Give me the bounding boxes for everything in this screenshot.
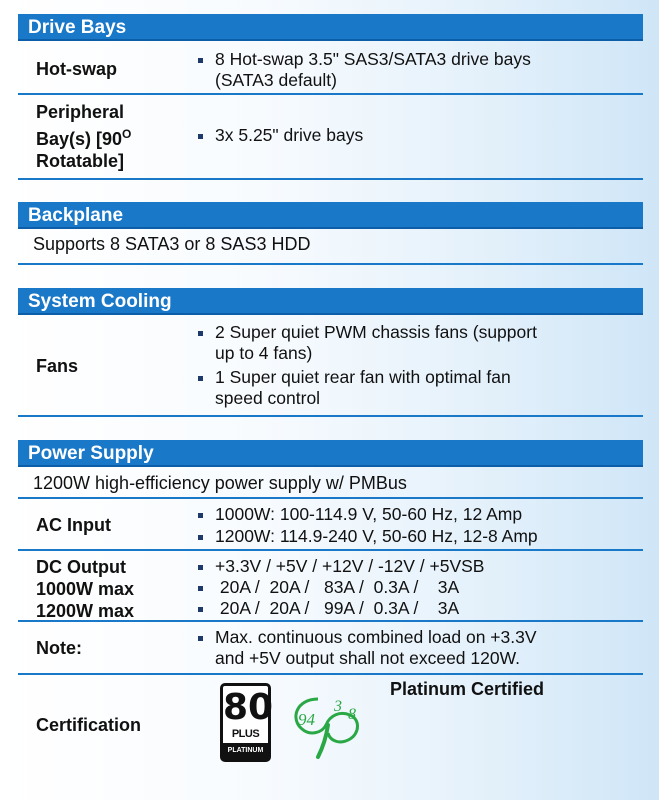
- ac-value: [198, 504, 633, 547]
- hotswap-label: Hot-swap: [36, 59, 117, 79]
- fan-item-2: [198, 367, 633, 409]
- ac-row: [18, 499, 643, 551]
- degree-mark: O: [122, 127, 132, 141]
- 94-percent-efficiency-logo-icon: [288, 689, 364, 761]
- dc-item-1: +3.3V / +5V / +12V / -12V / +5VSB: [198, 556, 633, 577]
- fan2-line-2: speed control: [215, 388, 321, 408]
- logo-94-text: 94: [298, 710, 315, 729]
- platinum-certified-text: Platinum Certified: [390, 679, 545, 699]
- logo-80-text: 80: [223, 687, 274, 728]
- backplane-text: Supports 8 SATA3 or 8 SAS3 HDD: [33, 234, 311, 254]
- note-line-2: and +5V output shall not exceed 120W.: [215, 648, 521, 668]
- fans-value: [198, 322, 633, 409]
- note-line-1: Max. continuous combined load on +3.3V: [215, 627, 537, 647]
- hotswap-value: [198, 49, 633, 91]
- ac-label: AC Input: [36, 515, 111, 535]
- backplane-section: [18, 202, 643, 265]
- peripheral-item: 3x 5.25" drive bays: [198, 125, 633, 146]
- peripheral-label-2: Bay(s) [90: [36, 129, 123, 149]
- logo-8-text: 8: [348, 706, 356, 723]
- note-label: Note:: [36, 638, 82, 658]
- hotswap-line-1: 8 Hot-swap 3.5" SAS3/SATA3 drive bays: [215, 49, 531, 69]
- power-header: Power Supply: [18, 440, 643, 467]
- ac-item-1: 1000W: 100-114.9 V, 50-60 Hz, 12 Amp: [198, 504, 633, 525]
- dc-item-2: 20A / 20A / 83A / 0.3A / 3A: [198, 577, 633, 598]
- dc-value: [198, 556, 633, 619]
- fan1-line-2: up to 4 fans): [215, 343, 313, 363]
- peripheral-label-1: Peripheral: [36, 102, 125, 122]
- hotswap-row: [18, 41, 643, 95]
- fan2-line-1: 1 Super quiet rear fan with optimal fan: [215, 367, 511, 387]
- fans-label: Fans: [36, 356, 79, 376]
- logo-platinum-text: PLATINUM: [223, 743, 268, 759]
- peripheral-row: [18, 95, 643, 180]
- peripheral-value: [198, 125, 633, 146]
- cooling-header: System Cooling: [18, 288, 643, 315]
- dc-label-3: 1200W max: [36, 601, 135, 621]
- drive-bays-header: Drive Bays: [18, 14, 643, 41]
- peripheral-label-3: Rotatable]: [36, 151, 125, 171]
- fan1-line-1: 2 Super quiet PWM chassis fans (support: [215, 322, 537, 342]
- cert-label: Certification: [36, 715, 142, 735]
- dc-label: [36, 556, 134, 622]
- logo-3-text: 3: [334, 698, 342, 715]
- dc-item-3: 20A / 20A / 99A / 0.3A / 3A: [198, 598, 633, 619]
- note-item: [198, 627, 633, 669]
- cooling-section: [18, 288, 643, 417]
- logo-plus-text: PLUS: [231, 728, 260, 740]
- dc-label-2: 1000W max: [36, 579, 135, 599]
- power-summary-row: [18, 467, 643, 499]
- hotswap-item: [198, 49, 633, 91]
- power-summary: 1200W high-efficiency power supply w/ PMBus: [33, 473, 407, 493]
- 80-plus-platinum-logo-icon: [220, 683, 274, 762]
- dc-label-1: DC Output: [36, 557, 126, 577]
- note-value: [198, 627, 633, 669]
- fans-row: [18, 315, 643, 417]
- backplane-header: Backplane: [18, 202, 643, 229]
- peripheral-label: [36, 101, 131, 172]
- note-row: [18, 622, 643, 675]
- ac-item-2: 1200W: 114.9-240 V, 50-60 Hz, 12-8 Amp: [198, 526, 633, 547]
- drive-bays-section: [18, 14, 643, 180]
- fan-item-1: [198, 322, 633, 364]
- dc-row: [18, 551, 643, 622]
- hotswap-line-2: (SATA3 default): [215, 70, 337, 90]
- backplane-row: [18, 229, 643, 265]
- cert-row: [18, 675, 643, 770]
- power-section: [18, 440, 643, 770]
